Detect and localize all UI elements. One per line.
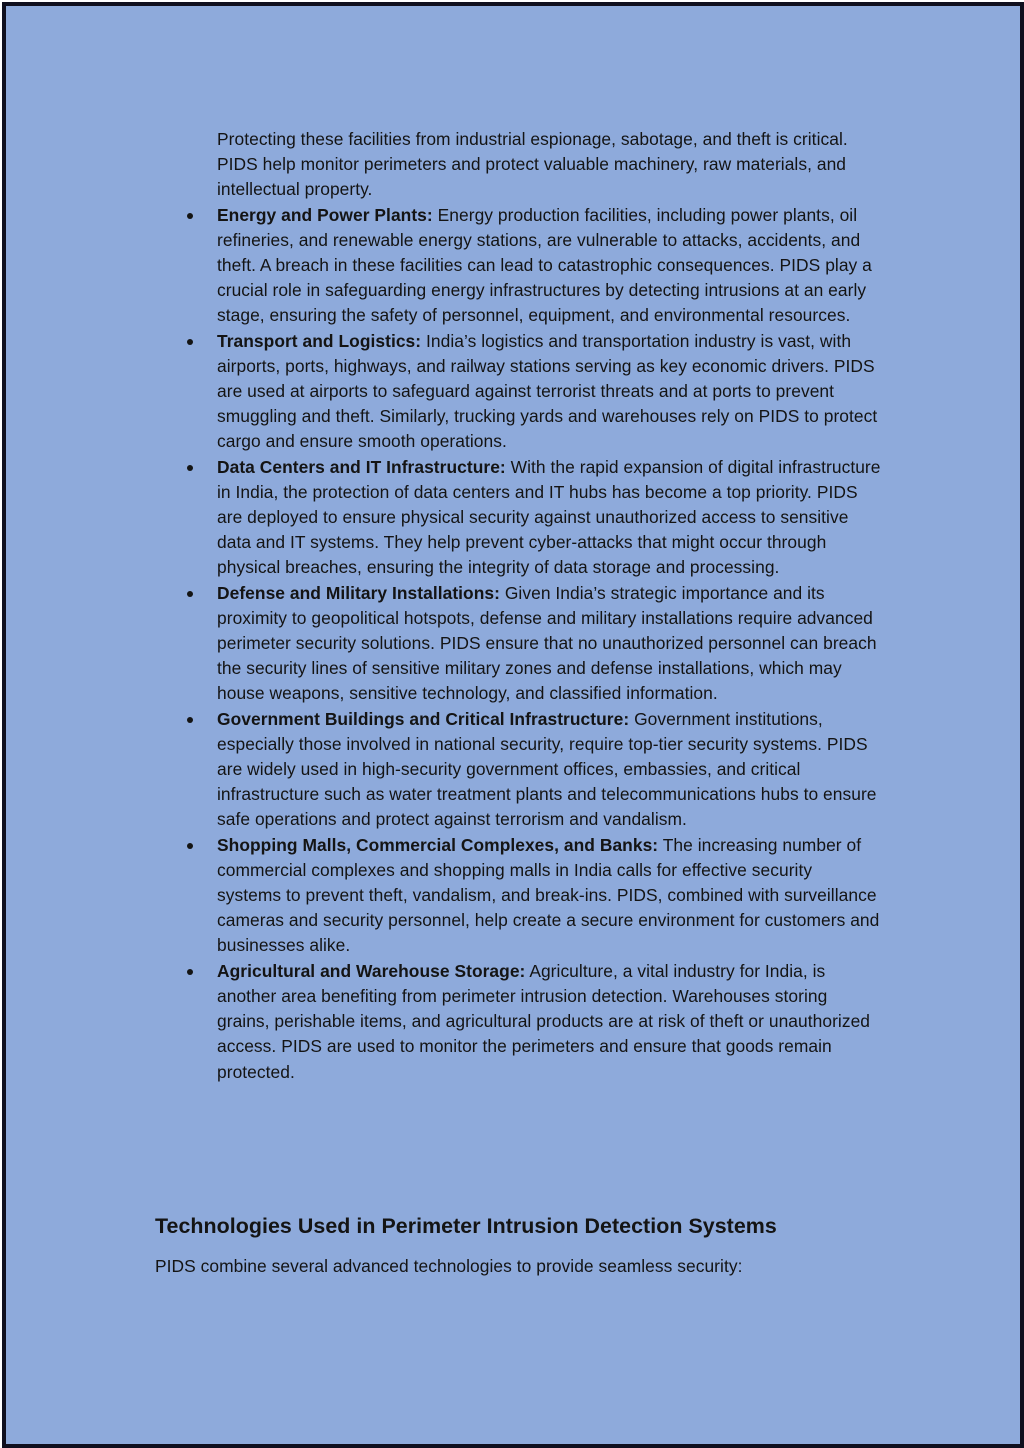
document-page xyxy=(2,2,1024,1448)
bullet-text: With the rapid expansion of digital infrastructure in India, the protection of data centers and IT hubs has become a top priority. PIDS are deployed to ensure physical security against unauthorized access to sensitive data and IT systems. They help prevent cyber-attacks that might occur through physical breaches, ensuring the integrity of data storage and processing. xyxy=(217,456,881,578)
bullet-title: Government Buildings and Critical Infrastructure: xyxy=(217,708,630,729)
bullet-item-agricultural xyxy=(217,959,881,1085)
bullet-dot-icon xyxy=(187,213,193,219)
bullet-item-data-centers xyxy=(217,455,881,581)
page-content xyxy=(6,6,1020,1444)
bullet-text: Agriculture, a vital industry for India, is another area benefiting from perimeter intrusion detection. Warehouses storing grains, perishable items, and agricultural products are at risk of theft or unauthorized access. PIDS are used to monitor the perimeters and ensure that goods remain protected. xyxy=(217,960,871,1082)
section-intro-paragraph: PIDS combine several advanced technologies to provide seamless security: xyxy=(155,1256,743,1276)
bullet-text: Energy production facilities, including power plants, oil refineries, and renewable energy stations, are vulnerable to attacks, accidents, and theft. A breach in these facilities can lead to catastrophic consequences. PIDS play a crucial role in safeguarding energy infrastructures by detecting intrusions at an early stage, ensuring the safety of personnel, equipment, and environmental resources. xyxy=(217,204,872,326)
bullet-dot-icon xyxy=(187,339,193,345)
bullet-text: Given India’s strategic importance and its proximity to geopolitical hotspots, defense and military installations require advanced perimeter security solutions. PIDS ensure that no unauthorized personnel can breach the security lines of sensitive military zones and defense installations, which may house weapons, sensitive technology, and classified information. xyxy=(217,582,877,704)
bullet-text: Government institutions, especially those involved in national security, require top-tier security systems. PIDS are widely used in high-security government offices, embassies, and critical infrastructure such as water treatment plants and telecommunications hubs to ensure safe operations and protect against terrorism and vandalism. xyxy=(217,708,877,830)
bullet-title: Energy and Power Plants: xyxy=(217,204,433,225)
section-heading: Technologies Used in Perimeter Intrusion Detection Systems xyxy=(155,1214,777,1238)
bullet-dot-icon xyxy=(187,465,193,471)
bullet-dot-icon xyxy=(187,969,193,975)
bullet-item-commercial xyxy=(217,833,881,959)
bullet-title: Defense and Military Installations: xyxy=(217,582,500,603)
bullet-item-defense xyxy=(217,581,881,707)
bullet-dot-icon xyxy=(187,591,193,597)
bullet-title: Shopping Malls, Commercial Complexes, and Banks: xyxy=(217,834,659,855)
bullet-item-transport xyxy=(217,329,881,455)
bullet-dot-icon xyxy=(187,717,193,723)
bullet-title: Transport and Logistics: xyxy=(217,330,422,351)
bullet-text: India’s logistics and transportation industry is vast, with airports, ports, highways, and railway stations serving as key economic drivers. PIDS are used at airports to safeguard against terrorist threats and at ports to prevent smuggling and theft. Similarly, trucking yards and warehouses rely on PIDS to protect cargo and ensure smooth operations. xyxy=(217,330,878,452)
sector-bullet-list xyxy=(217,203,881,1085)
bullet-dot-icon xyxy=(187,843,193,849)
continuation-paragraph: Protecting these facilities from industrial espionage, sabotage, and theft is critical. PIDS help monitor perimeters and protect valuable machinery, raw materials, and intellectual property. xyxy=(217,129,848,200)
bullet-text: The increasing number of commercial complexes and shopping malls in India calls for effective security systems to prevent theft, vandalism, and break-ins. PIDS, combined with surveillance cameras and security personnel, help create a secure environment for customers and businesses alike. xyxy=(217,834,880,956)
bullet-item-energy xyxy=(217,203,881,329)
bullet-title: Agricultural and Warehouse Storage: xyxy=(217,960,526,981)
bullet-title: Data Centers and IT Infrastructure: xyxy=(217,456,506,477)
bullet-item-government xyxy=(217,707,881,833)
